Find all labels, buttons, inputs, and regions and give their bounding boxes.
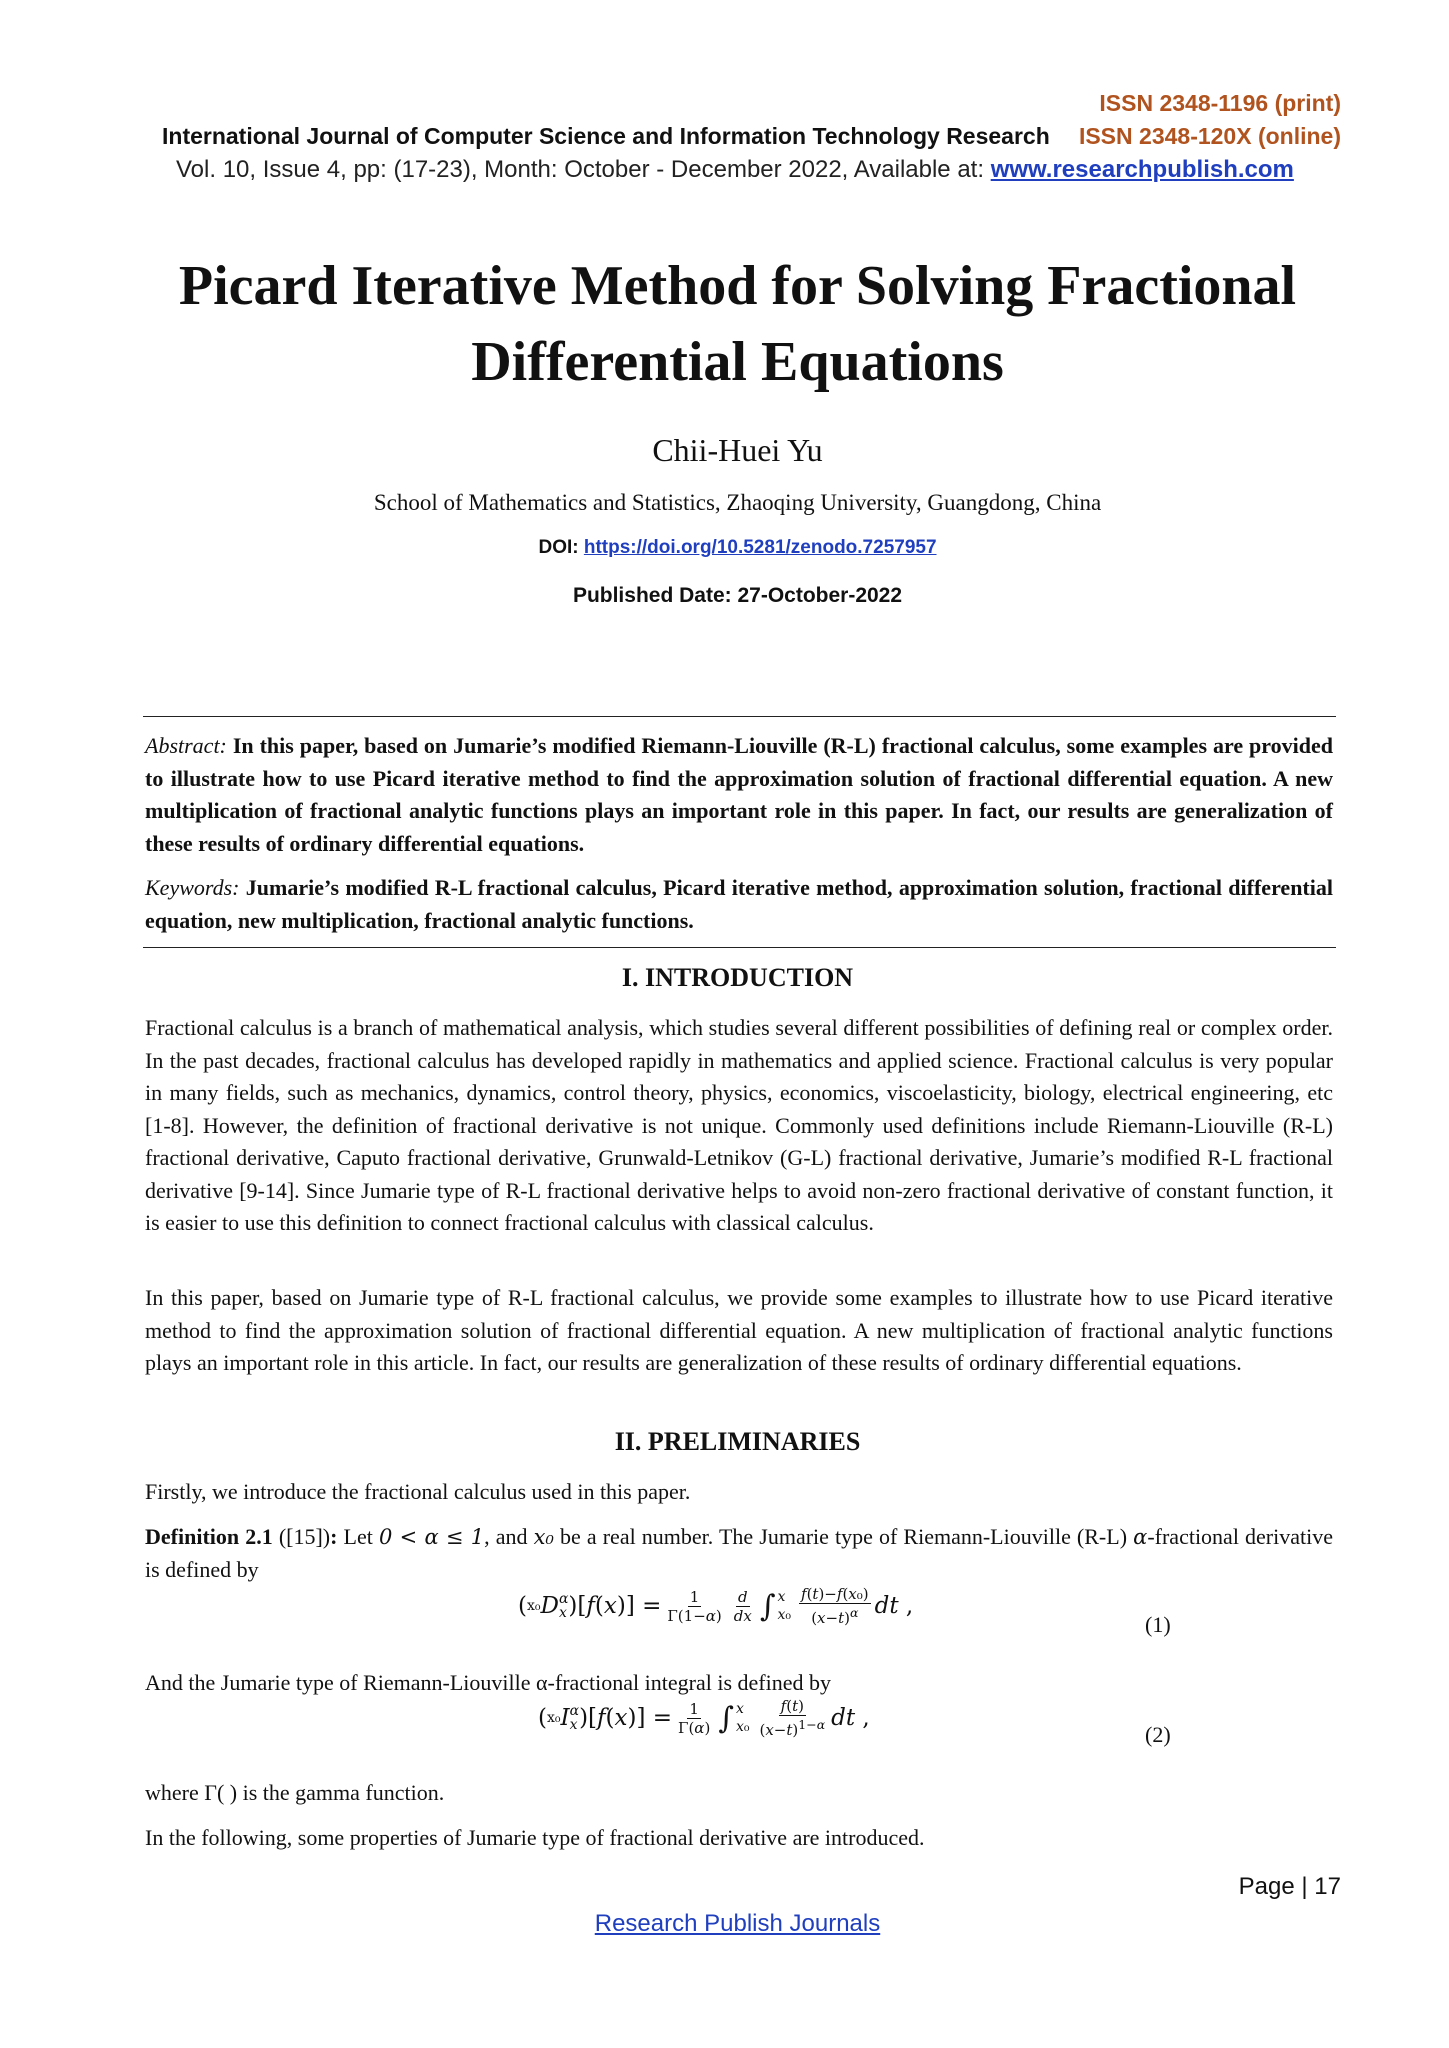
definition-condition: 0 < α ≤ 1: [378, 1525, 485, 1549]
definition-alpha: α: [1133, 1525, 1148, 1549]
keywords-label: Keywords:: [145, 875, 240, 900]
properties-intro: In the following, some properties of Jumarie type of fractional derivative are introduced.: [145, 1825, 925, 1850]
intro-paragraph-1: Fractional calculus is a branch of mathematical analysis, which studies several different possibilities of defining real or complex order. In the past decades, fractional calculus has developed rapidly in mathematics and applied science. Fractional calculus is very popular in many fields, such as mechanics, dynamics, control theory, physics, economics, viscoelasticity, biology, electrical engineering, etc [1-8]. However, the definition of fractional derivative is not unique. Commonly used definitions include Riemann-Liouville (R-L) fractional derivative, Caputo fractional derivative, Grunwald-Letnikov (G-L) fractional derivative, Jumarie’s modified R-L fractional derivative [9-14]. Since Jumarie type of R-L fractional derivative helps to avoid non-zero fractional derivative of constant function, it is easier to use this definition to connect fractional calculus with classical calculus.: [145, 1015, 1333, 1235]
definition-text-c: be a real number. The Jumarie type of Riemann-Liouville (R-L): [553, 1524, 1134, 1549]
page-number: Page | 17: [1238, 1873, 1341, 1900]
definition-ref: ([15]): [272, 1524, 331, 1549]
integral-intro: And the Jumarie type of Riemann-Liouville α-fractional integral is defined by: [145, 1670, 831, 1695]
volume-info: Vol. 10, Issue 4, pp: (17-23), Month: October - December 2022, Available at:: [176, 156, 991, 183]
author-name: Chii-Huei Yu: [652, 432, 823, 468]
journal-name: International Journal of Computer Science and Information Technology Research: [162, 123, 1050, 149]
section-heading-preliminaries: II. PRELIMINARIES: [614, 1427, 861, 1456]
journal-header-line: [162, 123, 1341, 150]
abstract-text: In this paper, based on Jumarie’s modified Riemann-Liouville (R-L) fractional calculus, some examples are provided to illustrate how to use Picard iterative method to find the approximation solution of fractional differential equation. A new multiplication of fractional analytic functions plays an important role in this paper. In fact, our results are generalization of these results of ordinary differential equations.: [145, 733, 1333, 856]
divider-top: [143, 716, 1336, 717]
issn-online: ISSN 2348-120X (online): [1078, 123, 1341, 149]
volume-line: [176, 156, 1294, 184]
issn-print: ISSN 2348-1196 (print): [1099, 90, 1341, 116]
definition-label: Definition 2.1: [145, 1524, 273, 1549]
doi-line: [0, 537, 1449, 559]
website-link[interactable]: www.researchpublish.com: [990, 156, 1294, 183]
definition-text-b: , and: [484, 1524, 534, 1549]
section-heading-introduction: I. INTRODUCTION: [621, 963, 854, 992]
intro-paragraph-2: In this paper, based on Jumarie type of R-L fractional calculus, we provide some examples to illustrate how to use Picard iterative method to find the approximation solution of fractional differential equation. A new multiplication of fractional analytic functions plays an important role in this article. In fact, our results are generalization of these results of ordinary differential equations.: [145, 1285, 1333, 1375]
definition-text-d: -fractional derivative is defined by: [145, 1524, 1333, 1582]
definition-text-a: Let: [337, 1524, 379, 1549]
definition-2-1: [145, 1521, 1333, 1586]
abstract: [145, 730, 1333, 860]
doi-label: DOI:: [538, 537, 584, 558]
abstract-label: Abstract:: [145, 733, 227, 758]
title-line-1: Picard Iterative Method for Solving Fractional: [178, 255, 1297, 317]
title-line-2: Differential Equations: [471, 331, 1004, 393]
gamma-note: where Γ( ) is the gamma function.: [145, 1780, 445, 1805]
equation-1-number: (1): [1145, 1612, 1171, 1637]
paper-title: [100, 248, 1375, 400]
footer-link[interactable]: Research Publish Journals: [594, 1910, 881, 1937]
equation-1: ( x₀ D α x )[f(x)] = $\frac{1}{\Gamma(1-\alpha)}$ $\frac{d}{dx}$ ∫ x x₀ $\frac{\text{f(t)−f(x₀)}}{(x-t)^\alpha}$ dt ,: [518, 1585, 914, 1627]
preliminaries-intro: Firstly, we introduce the fractional calculus used in this paper.: [145, 1479, 691, 1504]
definition-x0: x₀: [533, 1525, 554, 1549]
published-date: Published Date: 27-October-2022: [572, 584, 903, 607]
keywords: [145, 872, 1333, 937]
equation-2: ( x₀ I α x )[f(x)] = $\frac{1}{\Gamma(\alpha)}$ ∫ x x₀ $\frac{f(t)}{(x-t)^{1-\alpha}}$ dt ,: [538, 1697, 870, 1739]
keywords-text: Jumarie’s modified R-L fractional calculus, Picard iterative method, approximation solution, fractional differential equation, new multiplication, fractional analytic functions.: [145, 875, 1333, 933]
equation-2-number: (2): [1145, 1722, 1171, 1747]
divider-bottom: [143, 947, 1336, 948]
affiliation: School of Mathematics and Statistics, Zhaoqing University, Guangdong, China: [373, 490, 1102, 515]
definition-colon: :: [330, 1524, 338, 1549]
doi-link[interactable]: https://doi.org/10.5281/zenodo.7257957: [583, 537, 937, 558]
